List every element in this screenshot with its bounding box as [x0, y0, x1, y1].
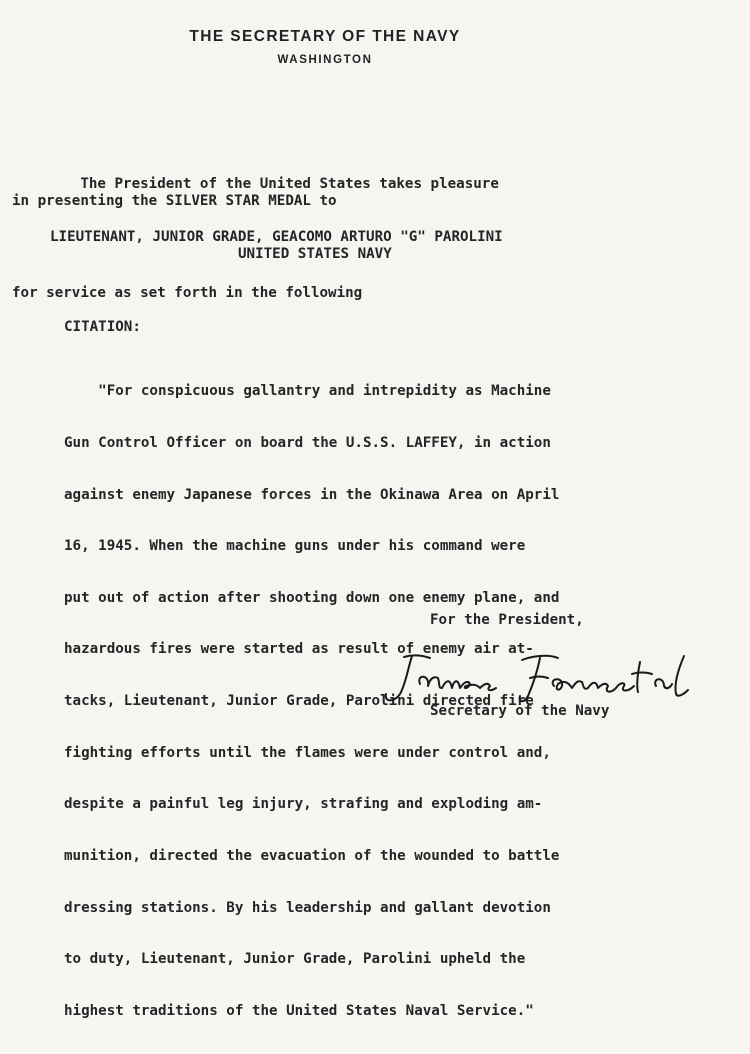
- intro-line: The President of the United States takes pleasure: [12, 176, 499, 192]
- citation-line: munition, directed the evacuation of the wounded to battle: [64, 847, 560, 864]
- intro-paragraph: [12, 176, 499, 210]
- handwritten-signature: [372, 648, 712, 708]
- citation-line: put out of action after shooting down one enemy plane, and: [64, 589, 560, 606]
- citation-line: highest traditions of the United States Naval Service.": [64, 1002, 534, 1019]
- recipient-name: LIEUTENANT, JUNIOR GRADE, GEACOMO ARTURO "G" PAROLINI: [50, 229, 503, 245]
- citation-label: CITATION:: [64, 319, 141, 335]
- citation-line: tacks, Lieutenant, Junior Grade, Parolini directed fire: [64, 693, 534, 710]
- signer-title: Secretary of the Navy: [430, 703, 610, 719]
- service-line: for service as set forth in the following: [12, 285, 363, 301]
- closing-line: For the President,: [430, 612, 584, 628]
- intro-line: in presenting the SILVER STAR MEDAL to: [12, 193, 337, 210]
- citation-line: "For conspicuous gallantry and intrepidity as Machine: [64, 383, 551, 400]
- letterhead-location: WASHINGTON: [277, 54, 373, 66]
- citation-line: Gun Control Officer on board the U.S.S. LAFFEY, in action: [64, 435, 551, 452]
- citation-line: fighting efforts until the flames were under control and,: [64, 744, 551, 761]
- recipient-branch: UNITED STATES NAVY: [238, 246, 392, 262]
- citation-line: 16, 1945. When the machine guns under his command were: [64, 538, 526, 555]
- citation-line: dressing stations. By his leadership and gallant devotion: [64, 899, 551, 916]
- letterhead-title: THE SECRETARY OF THE NAVY: [189, 28, 461, 45]
- citation-line: despite a painful leg injury, strafing and exploding am-: [64, 796, 543, 813]
- citation-line: hazardous fires were started as result of enemy air at-: [64, 641, 534, 658]
- citation-line: to duty, Lieutenant, Junior Grade, Parolini upheld the: [64, 951, 526, 968]
- citation-line: against enemy Japanese forces in the Okinawa Area on April: [64, 486, 560, 503]
